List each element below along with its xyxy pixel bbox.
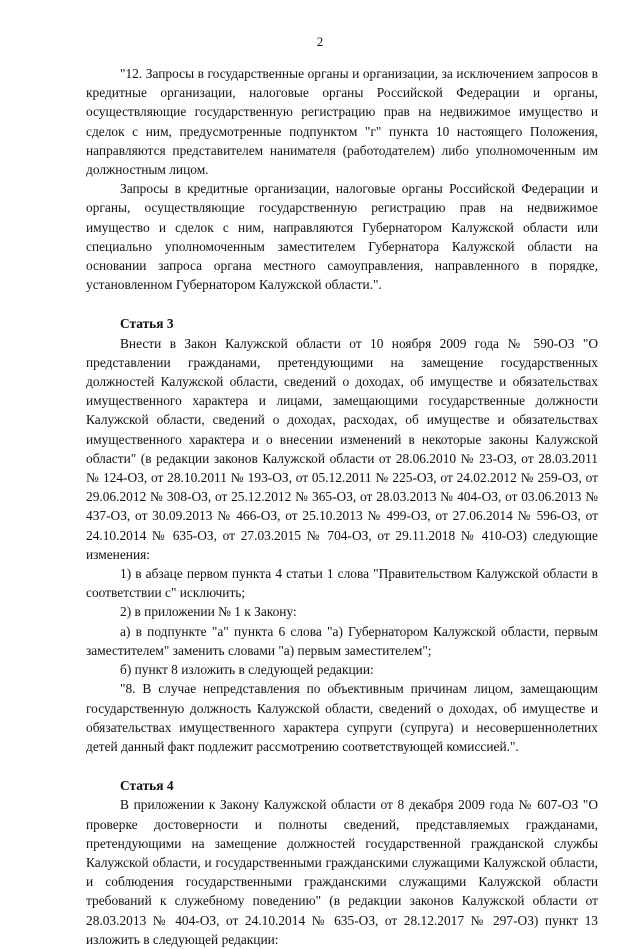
document-body [86,64,598,949]
page-number: 2 [316,34,324,49]
paragraph: 1) в абзаце первом пункта 4 статьи 1 слова "Правительством Калужской области в соответствии с" исключить; [86,566,598,601]
paragraph: "8. В случае непредставления по объективным причинам лицом, замещающим государственную должность Калужской области, сведений о доходах, об имуществе и обязательствах имущественного характера супруги (супруга) и несовершеннолетних детей данный факт подлежит рассмотрению соответствующей комиссией.". [86,681,598,754]
paragraph: б) пункт 8 изложить в следующей редакции: [120,662,374,678]
paragraph: 2) в приложении № 1 к Закону: [120,604,297,620]
paragraph: В приложении к Закону Калужской области от 8 декабря 2009 года № 607-ОЗ "О проверке достоверности и полноты сведений, представляемых гражданами, претендующими на замещение должностей государственной гражданской службы Калужской области, и государственными гражданскими служащими Калужской области, и соблюдения государственными гражданскими служащими Калужской области требований к служебному поведению" (в редакции законов Калужской области от 28.03.2013 № 404-ОЗ, от 24.10.2014 № 635-ОЗ, от 28.12.2017 № 297-ОЗ) пункт 13 изложить в следующей редакции: [86,797,598,947]
article-heading: Статья 3 [120,316,174,332]
paragraph: Внести в Закон Калужской области от 10 ноября 2009 года № 590-ОЗ "О представлении гражданами, претендующими на замещение государственных должностей Калужской области, сведений о доходах, об имуществе и обязательствах имущественного характера и лицами, замещающими государственные должности Калужской области, сведений о доходах, расходах, об имуществе и обязательствах имущественного характера и о внесении изменений в некоторые законы Калужской области" (в редакции законов Калужской области от 28.06.2010 № 23-ОЗ, от 28.03.2011 № 124-ОЗ, от 28.10.2011 № 193-ОЗ, от 05.12.2011 № 225-ОЗ, от 24.02.2012 № 259-ОЗ, от 29.06.2012 № 308-ОЗ, от 25.12.2012 № 365-ОЗ, от 28.03.2013 № 404-ОЗ, от 03.06.2013 № 437-ОЗ, от 30.09.2013 № 466-ОЗ, от 25.10.2013 № 499-ОЗ, от 27.06.2014 № 596-ОЗ, от 24.10.2014 № 635-ОЗ, от 27.03.2015 № 704-ОЗ, от 29.11.2018 № 410-ОЗ) следующие изменения: [86,335,598,562]
paragraph: "12. Запросы в государственные органы и организации, за исключением запросов в кредитные организации, налоговые органы Российской Федерации и органы, осуществляющие государственную регистрацию прав на недвижимое имущество и сделок с ним, предусмотренные подпунктом "г" пункта 10 настоящего Положения, направляются представителем нанимателя (работодателем) либо уполномоченным им должностным лицом. [86,66,598,178]
paragraph: Запросы в кредитные организации, налоговые органы Российской Федерации и органы, осуществляющие государственную регистрацию прав на недвижимое имущество и сделок с ним, направляются Губернатором Калужской области или специально уполномоченным заместителем Губернатора Калужской области на основании запроса органа местного самоуправления, направленного в порядке, установленном Губернатором Калужской области.". [86,181,598,293]
article-heading: Статья 4 [120,778,174,794]
paragraph: а) в подпункте "а" пункта 6 слова "а) Губернатором Калужской области, первым заместителем" заменить словами "а) первым заместителем"; [86,623,598,658]
